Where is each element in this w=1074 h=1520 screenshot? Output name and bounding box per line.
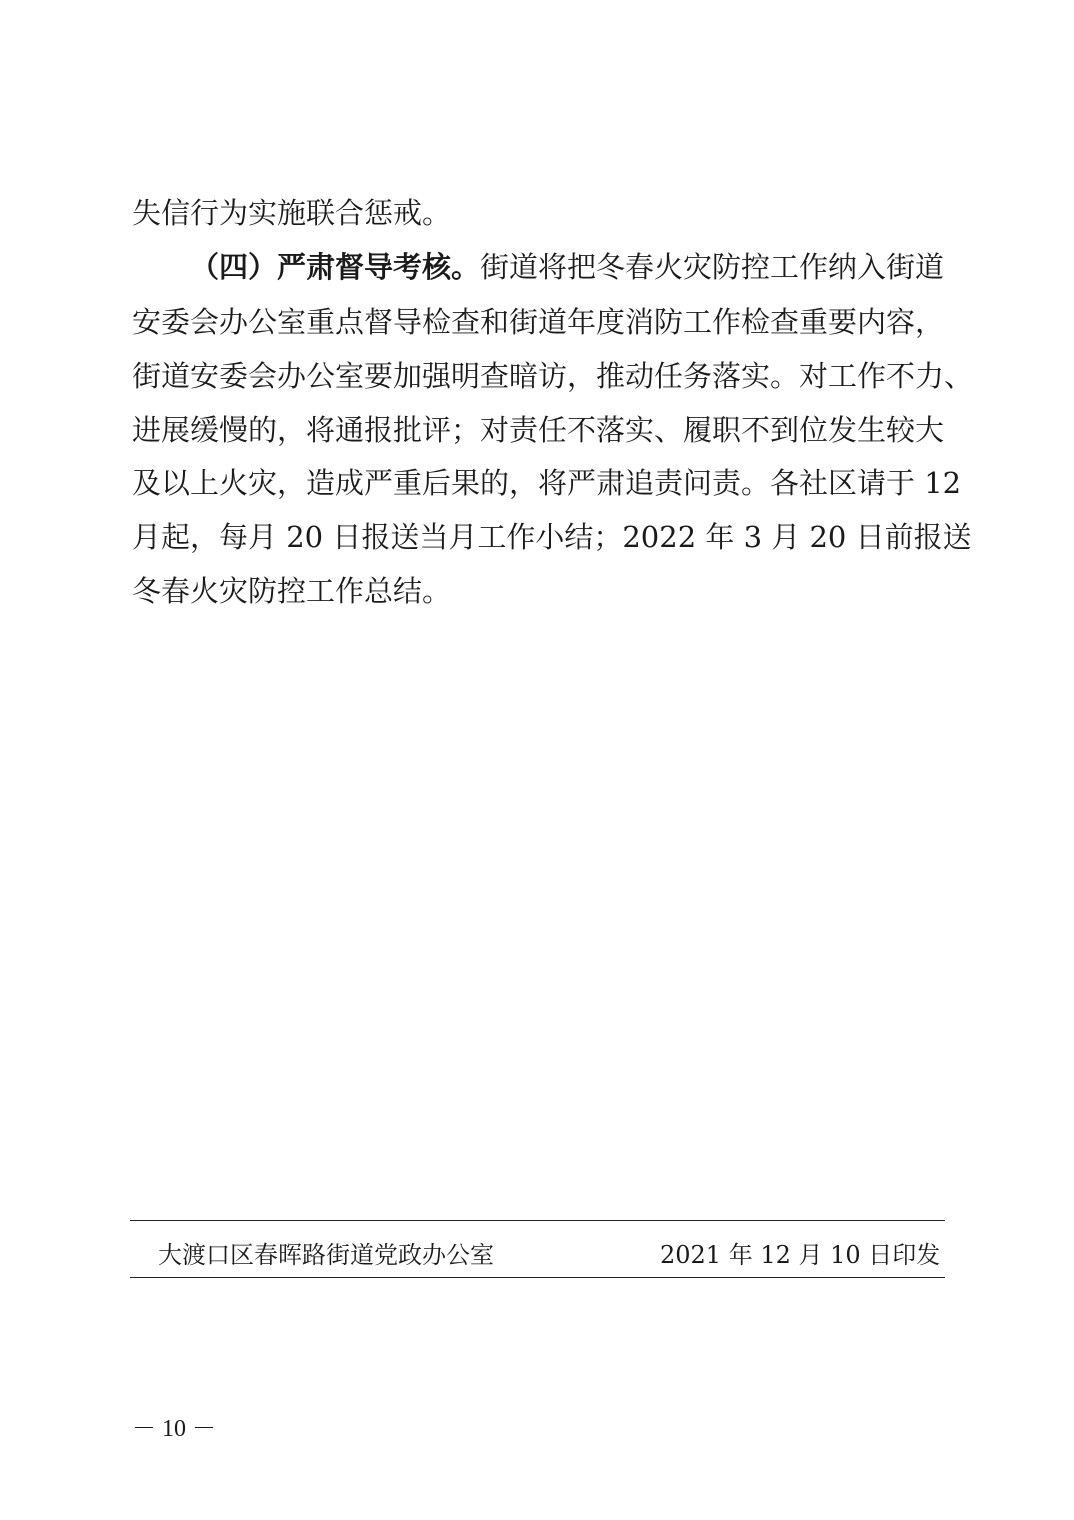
footer-print-date: 2021 年 12 月 10 日印发 xyxy=(660,1241,941,1269)
body-line-7: 月起，每月 20 日报送当月工作小结；2022 年 3 月 20 日前报送 xyxy=(132,520,972,554)
body-line-8: 冬春火灾防控工作总结。 xyxy=(132,574,452,608)
footer-issuer: 大渡口区春晖路街道党政办公室 xyxy=(158,1241,494,1269)
body-line-5: 进展缓慢的，将通报批评；对责任不落实、履职不到位发生较大 xyxy=(132,413,945,447)
paragraph-4-heading: （四）严肃督导考核。 xyxy=(190,250,481,284)
body-line-3: 安委会办公室重点督导检查和街道年度消防工作检查重要内容， xyxy=(132,305,945,339)
footer-top-rule xyxy=(130,1220,945,1221)
paragraph-4-first-line xyxy=(190,247,944,287)
footer-bottom-rule xyxy=(130,1277,945,1278)
page-number: － 10 － xyxy=(132,1416,216,1442)
body-line-4: 街道安委会办公室要加强明查暗访，推动任务落实。对工作不力、 xyxy=(132,359,974,393)
paragraph-4-first-line-text: 街道将把冬春火灾防控工作纳入街道 xyxy=(480,250,945,284)
body-line-6: 及以上火灾，造成严重后果的，将严肃追责问责。各社区请于 12 xyxy=(132,466,962,500)
body-line-1: 失信行为实施联合惩戒。 xyxy=(132,196,452,230)
